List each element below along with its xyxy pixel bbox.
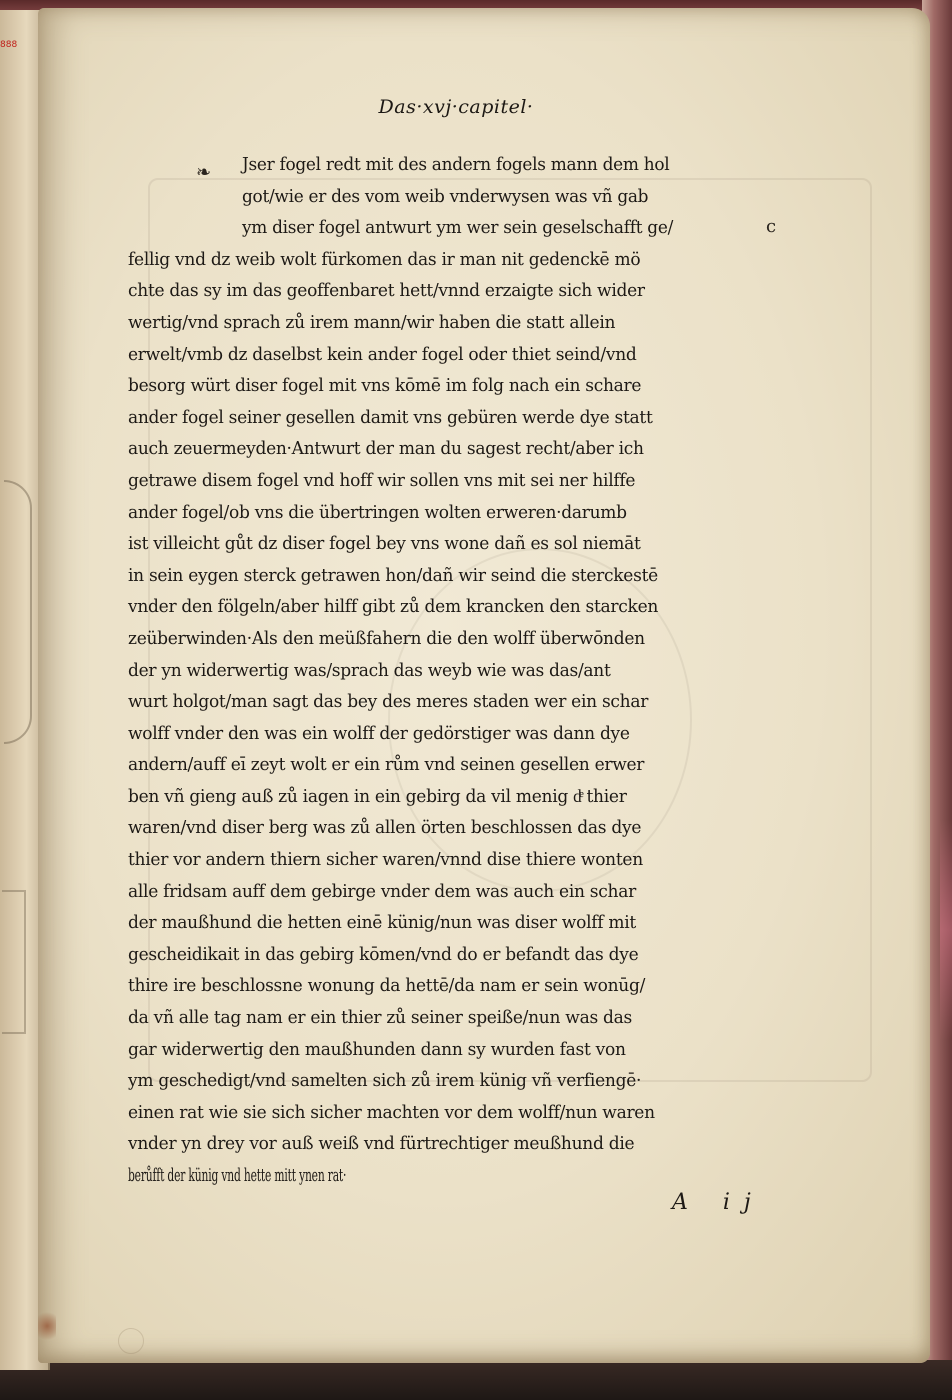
text-line: wurt holgot/man sagt das bey des meres staden wer ein schar: [128, 692, 649, 713]
text-line: thire ire beschlossne wonung da hettē/da nam er sein wonūg/: [128, 976, 646, 997]
text-line: Jser fogel redt mit des andern fogels mann dem hol: [242, 155, 670, 175]
text-line: ander fogel seiner gesellen damit vns gebüren werde dye statt: [128, 407, 653, 428]
text-line: besorg würt diser fogel mit vns kōmē im folg nach ein schare: [128, 376, 642, 397]
body-text: [128, 150, 768, 1193]
text-line: ist villeicht gůt dz diser fogel bey vns wone dañ es sol niemāt: [128, 534, 641, 555]
text-line: waren/vnd diser berg was zů allen örten beschlossen das dye: [128, 818, 642, 839]
scan-label: 888: [0, 40, 18, 50]
text-line: ym geschedigt/vnd samelten sich zů irem künig vñ verfiengē·: [128, 1071, 642, 1092]
text-line: ben vñ gieng auß zů iagen in ein gebirg da vil menig dͤ thier: [128, 786, 627, 807]
text-line: fellig vnd dz weib wolt fürkomen das ir man nit gedenckē mö: [128, 249, 641, 270]
text-line: ym diser fogel antwurt ym wer sein geselschafft ge/: [242, 218, 673, 239]
paragraph-mark-icon: ❧: [196, 162, 212, 183]
text-line: gescheidikait in das gebirg kōmen/vnd do er befandt das dye: [128, 944, 639, 965]
text-line: zeüberwinden·Als den meüßfahern die den wolff überwōnden: [128, 628, 645, 649]
page-stain-ring: [118, 1328, 144, 1354]
text-line: der yn widerwertig was/sprach das weyb wie was das/ant: [128, 660, 611, 681]
book-cover-bottom: [0, 1360, 952, 1400]
woodcut-fragment-lower: [2, 890, 26, 1034]
page-stain: [38, 1308, 56, 1344]
pink-edge-tint: [940, 820, 952, 1040]
chapter-heading: Das·xvj·capitel·: [378, 96, 534, 118]
text-line: vnder yn drey vor auß weiß vnd fürtrechtiger meußhund die: [128, 1134, 635, 1155]
text-line: chte das sy im das geoffenbaret hett/vnnd erzaigte sich wider: [128, 281, 645, 302]
text-line: wertig/vnd sprach zů irem mann/wir haben die statt allein: [128, 312, 616, 333]
text-line: in sein eygen sterck getrawen hon/dañ wir seind die sterckestē: [128, 565, 658, 586]
text-line: der maußhund die hetten einē künig/nun was diser wolff mit: [128, 913, 636, 934]
text-line: alle fridsam auff dem gebirge vnder dem was auch ein schar: [128, 881, 636, 902]
text-line: gar widerwertig den maußhunden dann sy wurden fast von: [128, 1039, 626, 1060]
text-line: einen rat wie sie sich sicher machten vor dem wolff/nun waren: [128, 1102, 655, 1123]
woodcut-fragment: [4, 480, 32, 744]
text-line: wolff vnder den was ein wolff der gedörstiger was dann dye: [128, 723, 630, 744]
text-line: andern/auff eī zeyt wolt er ein rům vnd seinen gesellen erwer: [128, 755, 645, 776]
text-line: erwelt/vmb dz daselbst kein ander fogel oder thiet seind/vnd: [128, 344, 637, 365]
text-line: auch zeuermeyden·Antwurt der man du sagest recht/aber ich: [128, 439, 644, 460]
text-line: got/wie er des vom weib vnderwysen was vñ gab: [242, 186, 649, 207]
signature-mark: A ij: [672, 1190, 765, 1215]
text-line: vnder den fölgeln/aber hilff gibt zů dem krancken den starcken: [128, 597, 659, 618]
text-line: ander fogel/ob vns die übertringen wolten erweren·darumb: [128, 502, 627, 523]
text-line: da vñ alle tag nam er ein thier zů seiner speiße/nun was das: [128, 1008, 633, 1029]
margin-note: c: [766, 216, 777, 237]
text-line: thier vor andern thiern sicher waren/vnnd dise thiere wonten: [128, 850, 643, 871]
text-line: berůfft der künig vnd hette mitt ynen rat·: [128, 1166, 347, 1186]
text-line: getrawe disem fogel vnd hoff wir sollen vns mit sei ner hilffe: [128, 470, 636, 491]
